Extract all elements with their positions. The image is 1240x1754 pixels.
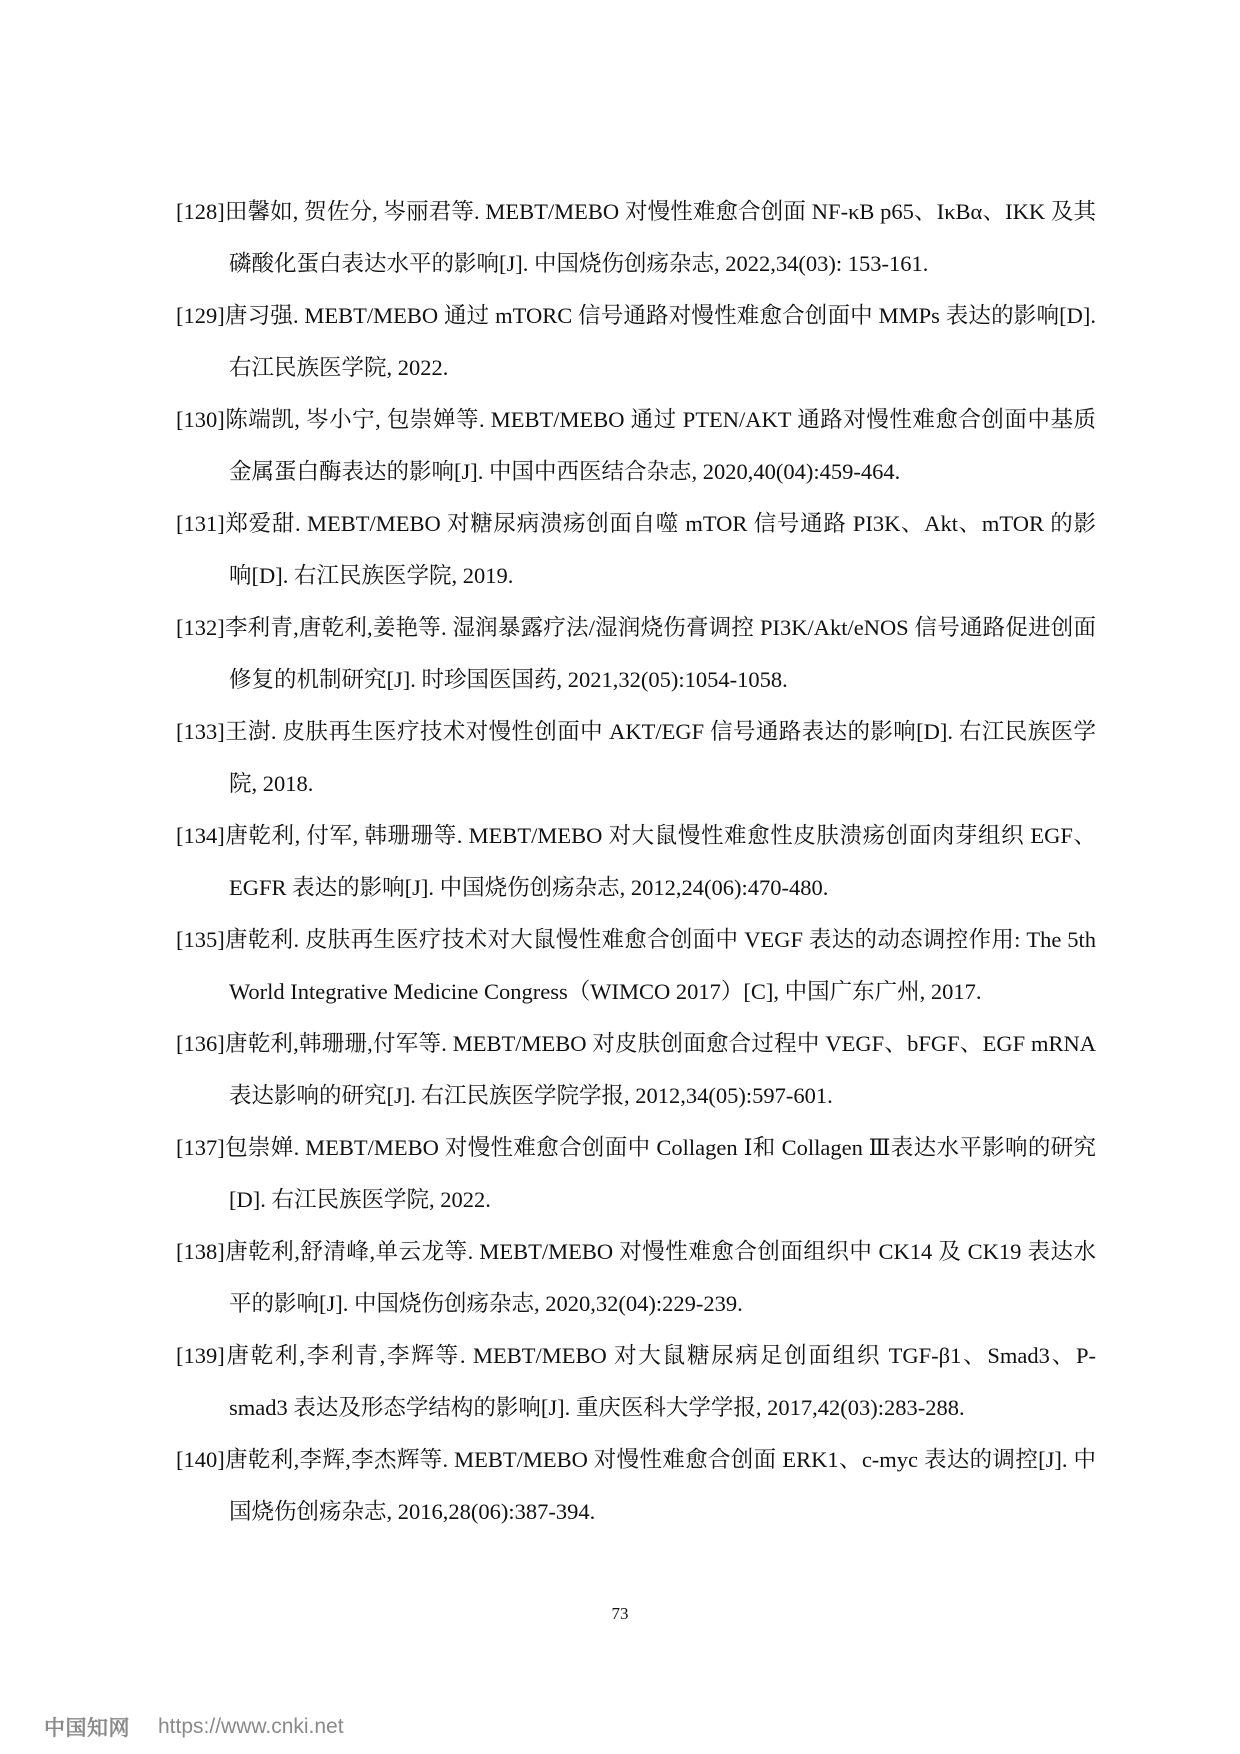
reference-item: [130]陈端凯, 岑小宁, 包崇婵等. MEBT/MEBO 通过 PTEN/AKT 通路对慢性难愈合创面中基质金属蛋白酶表达的影响[J]. 中国中西医结合杂志, 2020,40(04):459-464. <box>176 407 1096 484</box>
reference-item: [139]唐乾利,李利青,李辉等. MEBT/MEBO 对大鼠糖尿病足创面组织 TGF-β1、Smad3、P-smad3 表达及形态学结构的影响[J]. 重庆医科大学学报, 2017,42(03):283-288. <box>176 1343 1096 1420</box>
reference-item: [132]李利青,唐乾利,姜艳等. 湿润暴露疗法/湿润烧伤膏调控 PI3K/Akt/eNOS 信号通路促进创面修复的机制研究[J]. 时珍国医国药, 2021,32(05):1054-1058. <box>176 615 1096 692</box>
cnki-url[interactable]: https://www.cnki.net <box>158 1715 344 1738</box>
reference-item: [140]唐乾利,李辉,李杰辉等. MEBT/MEBO 对慢性难愈合创面 ERK1、c-myc 表达的调控[J]. 中国烧伤创疡杂志, 2016,28(06):387-394. <box>176 1447 1096 1524</box>
cnki-logo-text: 中国知网 <box>44 1716 130 1740</box>
reference-item: [128]田馨如, 贺佐分, 岑丽君等. MEBT/MEBO 对慢性难愈合创面 NF-κB p65、IκBα、IKK 及其磷酸化蛋白表达水平的影响[J]. 中国烧伤创疡杂志, 2022,34(03): 153-161. <box>176 199 1096 276</box>
reference-item: [129]唐习强. MEBT/MEBO 通过 mTORC 信号通路对慢性难愈合创面中 MMPs 表达的影响[D]. 右江民族医学院, 2022. <box>176 303 1096 380</box>
reference-list <box>176 186 1096 1538</box>
reference-item: [135]唐乾利. 皮肤再生医疗技术对大鼠慢性难愈合创面中 VEGF 表达的动态调控作用: The 5th World Integrative Medicine Congress（WIMCO 2017）[C], 中国广东广州, 2017. <box>176 927 1096 1004</box>
reference-item: [138]唐乾利,舒清峰,单云龙等. MEBT/MEBO 对慢性难愈合创面组织中 CK14 及 CK19 表达水平的影响[J]. 中国烧伤创疡杂志, 2020,32(04):229-239. <box>176 1239 1096 1316</box>
reference-item: [136]唐乾利,韩珊珊,付军等. MEBT/MEBO 对皮肤创面愈合过程中 VEGF、bFGF、EGF mRNA 表达影响的研究[J]. 右江民族医学院学报, 2012,34(05):597-601. <box>176 1031 1096 1108</box>
reference-item: [133]王澍. 皮肤再生医疗技术对慢性创面中 AKT/EGF 信号通路表达的影响[D]. 右江民族医学院, 2018. <box>176 719 1096 796</box>
footer-watermark <box>44 1712 344 1742</box>
page-number: 73 <box>611 1604 629 1623</box>
reference-item: [131]郑爱甜. MEBT/MEBO 对糖尿病溃疡创面自噬 mTOR 信号通路 PI3K、Akt、mTOR 的影响[D]. 右江民族医学院, 2019. <box>176 511 1096 588</box>
reference-item: [137]包崇婵. MEBT/MEBO 对慢性难愈合创面中 Collagen Ⅰ和 Collagen Ⅲ表达水平影响的研究[D]. 右江民族医学院, 2022. <box>176 1135 1096 1212</box>
reference-item: [134]唐乾利, 付军, 韩珊珊等. MEBT/MEBO 对大鼠慢性难愈性皮肤溃疡创面肉芽组织 EGF、EGFR 表达的影响[J]. 中国烧伤创疡杂志, 2012,24(06):470-480. <box>176 823 1096 900</box>
